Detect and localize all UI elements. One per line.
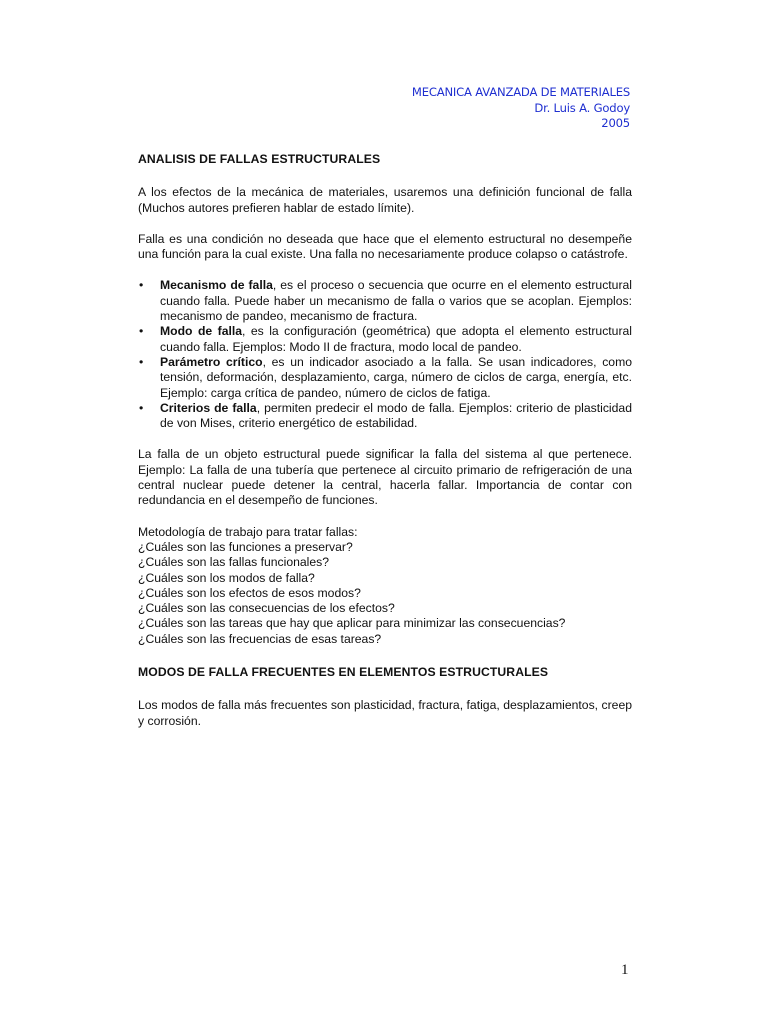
document-year: 2005 <box>601 116 630 130</box>
list-item <box>138 324 632 355</box>
document-header <box>412 85 630 132</box>
concepts-list <box>138 278 632 431</box>
bullet-term: Parámetro crítico <box>160 354 263 369</box>
bullet-text: , es la configuración (geométrica) que adopta el elemento estructural cuando falla. Ejemplos: Modo II de fractura, modo local de pandeo. <box>160 324 632 354</box>
question-line: ¿Cuáles son los modos de falla? <box>138 570 315 585</box>
methodology-block <box>138 525 632 647</box>
bullet-icon: • <box>139 354 144 369</box>
paragraph-falla: Falla es una condición no deseada que hace que el elemento estructural no desempeñe una función para la cual existe. Una falla no necesariamente produce colapso o catástrofe. <box>138 231 632 262</box>
bullet-term: Criterios de falla <box>160 400 257 415</box>
paragraph-modos: Los modos de falla más frecuentes son plasticidad, fractura, fatiga, desplazamientos, creep y corrosión. <box>138 698 632 728</box>
document-body <box>138 152 632 729</box>
paragraph-system-failure: La falla de un objeto estructural puede significar la falla del sistema al que pertenece. Ejemplo: La falla de una tubería que pertenece al circuito primario de refrigeración de una central nuclear puede detener la central, hacerla fallar. Importancia de contar con redundancia en el desempeño de funciones. <box>138 447 632 508</box>
section-title-analisis: ANALISIS DE FALLAS ESTRUCTURALES <box>138 152 381 166</box>
bullet-icon: • <box>139 324 144 339</box>
list-item <box>138 355 632 401</box>
bullet-term: Modo de falla <box>160 324 243 339</box>
bullet-icon: • <box>139 278 144 293</box>
section-title-modos: MODOS DE FALLA FRECUENTES EN ELEMENTOS ESTRUCTURALES <box>138 665 549 680</box>
course-title: MECANICA AVANZADA DE MATERIALES <box>411 85 630 99</box>
bullet-icon: • <box>139 400 144 415</box>
list-item <box>138 278 632 324</box>
bullet-text: , es un indicador asociado a la falla. Se usan indicadores, como tensión, deformación, desplazamiento, carga, número de ciclos de carga, energía, etc. Ejemplo: carga crítica de pandeo, número de ciclos de fatiga. <box>160 354 633 400</box>
question-line: ¿Cuáles son las consecuencias de los efectos? <box>138 601 395 616</box>
question-line: ¿Cuáles son las tareas que hay que aplicar para minimizar las consecuencias? <box>138 616 566 631</box>
question-line: ¿Cuáles son las funciones a preservar? <box>138 539 353 554</box>
page-number: 1 <box>621 962 629 978</box>
methodology-intro: Metodología de trabajo para tratar fallas: <box>138 524 358 539</box>
bullet-text: , es el proceso o secuencia que ocurre en el elemento estructural cuando falla. Puede haber un mecanismo de falla o varios que se acoplan. Ejemplos: mecanismo de pandeo, mecanismo de fractura. <box>160 278 632 324</box>
bullet-term: Mecanismo de falla <box>160 278 273 293</box>
bullet-text: , permiten predecir el modo de falla. Ejemplos: criterio de plasticidad de von Mises, criterio energético de estabilidad. <box>160 400 632 431</box>
question-line: ¿Cuáles son las fallas funcionales? <box>138 555 330 570</box>
question-line: ¿Cuáles son los efectos de esos modos? <box>138 585 361 600</box>
list-item <box>138 401 632 432</box>
question-line: ¿Cuáles son las frecuencias de esas tareas? <box>138 631 382 646</box>
author-name: Dr. Luis A. Godoy <box>534 100 630 115</box>
paragraph-definition: A los efectos de la mecánica de materiales, usaremos una definición funcional de falla (Muchos autores prefieren hablar de estado límite). <box>138 185 632 215</box>
